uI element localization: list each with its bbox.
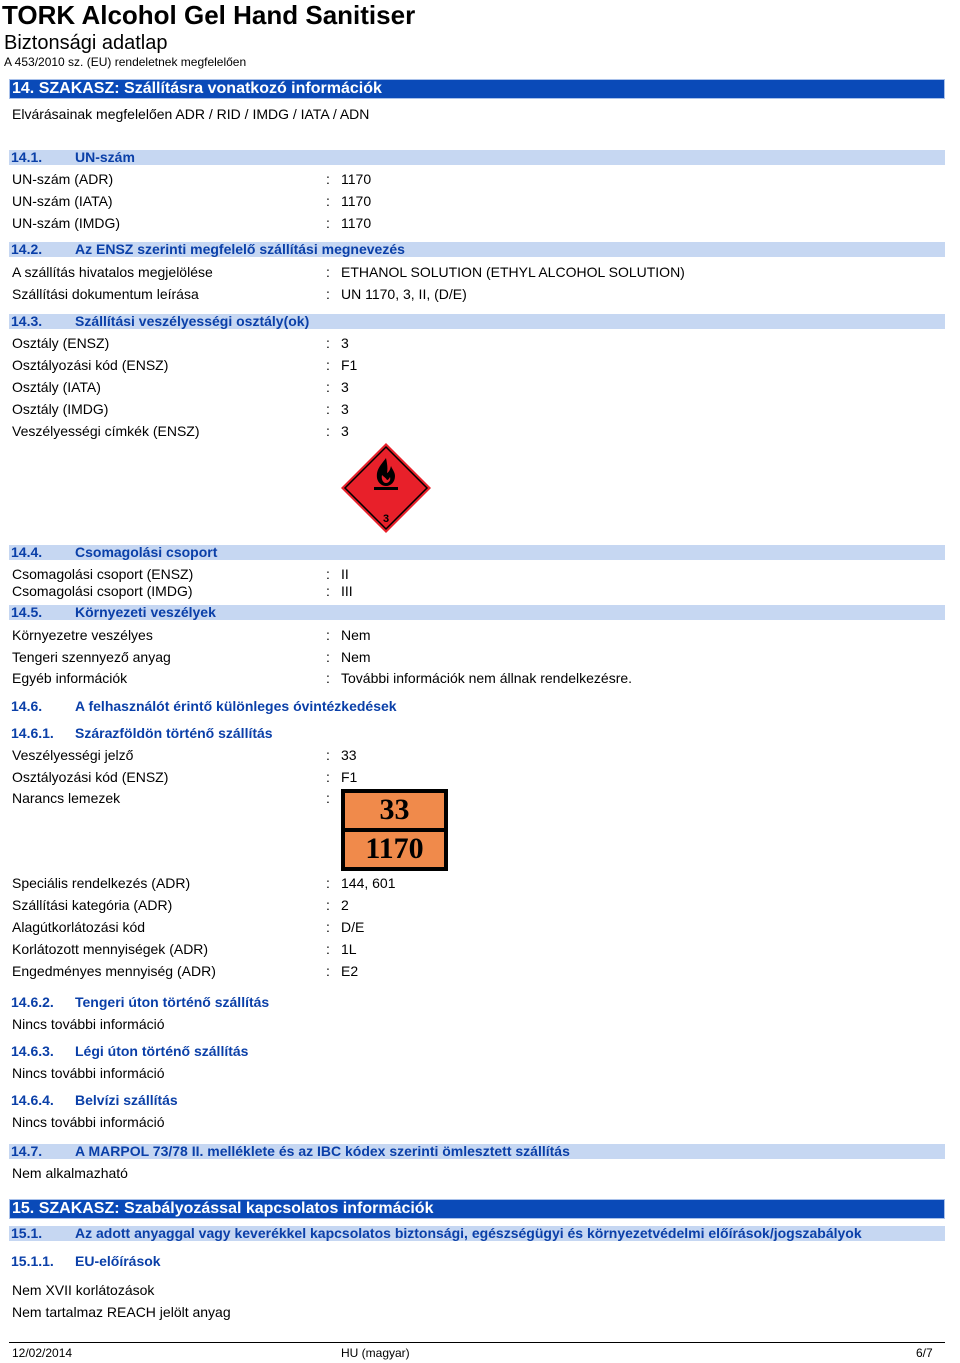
- subsection-number: 15.1.: [11, 1225, 43, 1241]
- document-title: TORK Alcohol Gel Hand Sanitiser: [2, 0, 416, 30]
- subsection-number: 15.1.1.: [11, 1253, 54, 1269]
- row-colon: :: [326, 171, 330, 187]
- info-text: Nincs további információ: [12, 1114, 165, 1130]
- row-value: 33: [341, 747, 357, 763]
- subsection-title: Szállítási veszélyességi osztály(ok): [75, 313, 310, 329]
- row-value: III: [341, 583, 353, 599]
- subsection-number: 14.6.2.: [11, 994, 54, 1010]
- subsection-number: 14.1.: [11, 149, 43, 165]
- row-value: 3: [341, 401, 349, 417]
- row-value: 1170: [341, 171, 372, 187]
- row-colon: :: [326, 649, 330, 665]
- row-colon: :: [326, 627, 330, 643]
- row-label: Engedményes mennyiség (ADR): [12, 963, 216, 979]
- row-label: UN-szám (IMDG): [12, 215, 121, 231]
- section-15-heading: 15. SZAKASZ: Szabályozással kapcsolatos információk: [12, 1200, 434, 1217]
- section-14-intro: Elvárásainak megfelelően ADR / RID / IMDG / IATA / ADN: [12, 106, 370, 122]
- row-label: Egyéb információk: [12, 670, 128, 686]
- info-text: Nem XVII korlátozások: [12, 1282, 155, 1298]
- footer-date: 12/02/2014: [12, 1346, 73, 1360]
- subsection-14-1: [9, 150, 945, 165]
- subsection-number: 14.6.4.: [11, 1092, 54, 1108]
- row-value: 3: [341, 335, 349, 351]
- subsection-14-3: [9, 314, 945, 329]
- footer-page: 6/7: [916, 1346, 933, 1360]
- row-label: Szállítási dokumentum leírása: [12, 286, 199, 302]
- row-colon: :: [326, 379, 330, 395]
- row-value: Nem: [341, 649, 371, 665]
- row-value: 1L: [341, 941, 357, 957]
- subsection-title: Az adott anyaggal vagy keverékkel kapcsolatos biztonsági, egészségügyi és környezetvédelmi előírások/jogszabályok: [75, 1225, 862, 1241]
- row-colon: :: [326, 747, 330, 763]
- footer-divider: [9, 1342, 945, 1343]
- row-colon: :: [326, 401, 330, 417]
- subsection-14-5: [9, 605, 945, 620]
- plate-un-number: 1170: [345, 832, 444, 867]
- row-label: Csomagolási csoport (ENSZ): [12, 566, 194, 582]
- row-colon: :: [326, 193, 330, 209]
- row-value: 2: [341, 897, 349, 913]
- document-subtitle: Biztonsági adatlap: [4, 32, 168, 54]
- row-colon: :: [326, 769, 330, 785]
- row-label: Csomagolási csoport (IMDG): [12, 583, 193, 599]
- subsection-title: EU-előírások: [75, 1253, 161, 1269]
- row-colon: :: [326, 941, 330, 957]
- row-label: UN-szám (ADR): [12, 171, 114, 187]
- subsection-title: A MARPOL 73/78 II. melléklete és az IBC kódex szerinti ömlesztett szállítás: [75, 1143, 570, 1159]
- row-label: UN-szám (IATA): [12, 193, 113, 209]
- row-value: E2: [341, 963, 359, 979]
- subsection-14-4: [9, 545, 945, 560]
- row-colon: :: [326, 963, 330, 979]
- row-colon: :: [326, 875, 330, 891]
- info-text: Nem alkalmazható: [12, 1165, 128, 1181]
- plate-hazard-number: 33: [345, 793, 444, 828]
- hazard-class-number: 3: [382, 513, 390, 525]
- subsection-title: Szárazföldön történő szállítás: [75, 725, 273, 741]
- subsection-title: Az ENSZ szerinti megfelelő szállítási megnevezés: [75, 241, 405, 257]
- subsection-14-2: [9, 242, 945, 257]
- row-colon: :: [326, 215, 330, 231]
- subsection-number: 14.6.3.: [11, 1043, 54, 1059]
- section-15-header: [9, 1199, 945, 1219]
- row-value: 1170: [341, 193, 372, 209]
- row-label: Osztályozási kód (ENSZ): [12, 357, 169, 373]
- subsection-number: 14.6.1.: [11, 725, 54, 741]
- row-label: Alagútkorlátozási kód: [12, 919, 146, 935]
- row-value: Nem: [341, 627, 371, 643]
- row-colon: :: [326, 335, 330, 351]
- orange-plate: [341, 789, 448, 871]
- row-colon: :: [326, 919, 330, 935]
- row-label: Narancs lemezek: [12, 790, 121, 806]
- row-value: II: [341, 566, 349, 582]
- subsection-number: 14.3.: [11, 313, 43, 329]
- row-label: Osztály (IATA): [12, 379, 101, 395]
- subsection-number: 14.7.: [11, 1143, 43, 1159]
- row-colon: :: [326, 286, 330, 302]
- row-value: 1170: [341, 215, 372, 231]
- subsection-title: Légi úton történő szállítás: [75, 1043, 249, 1059]
- row-colon: :: [326, 357, 330, 373]
- row-colon: :: [326, 670, 330, 686]
- flame-hazard-diamond-icon: [340, 442, 432, 534]
- info-text: Nincs további információ: [12, 1065, 165, 1081]
- info-text: Nem tartalmaz REACH jelölt anyag: [12, 1304, 231, 1320]
- subsection-number: 14.4.: [11, 544, 43, 560]
- row-label: A szállítás hivatalos megjelölése: [12, 264, 213, 280]
- subsection-title: Környezeti veszélyek: [75, 604, 216, 620]
- row-label: Veszélyességi jelző: [12, 747, 134, 763]
- row-colon: :: [326, 790, 330, 806]
- row-colon: :: [326, 583, 330, 599]
- row-value: További információk nem állnak rendelkezésre.: [341, 670, 633, 686]
- footer-language: HU (magyar): [341, 1346, 410, 1360]
- row-label: Tengeri szennyező anyag: [12, 649, 171, 665]
- row-label: Környezetre veszélyes: [12, 627, 153, 643]
- row-label: Osztály (IMDG): [12, 401, 109, 417]
- subsection-number: 14.5.: [11, 604, 43, 620]
- section-14-heading: 14. SZAKASZ: Szállításra vonatkozó információk: [12, 80, 382, 97]
- subsection-number: 14.2.: [11, 241, 43, 257]
- subsection-title: Belvízi szállítás: [75, 1092, 178, 1108]
- row-value: 144, 601: [341, 875, 396, 891]
- row-value: ETHANOL SOLUTION (ETHYL ALCOHOL SOLUTION): [341, 264, 685, 280]
- subsection-15-1: [9, 1226, 945, 1241]
- subsection-title: Csomagolási csoport: [75, 544, 218, 560]
- row-label: Veszélyességi címkék (ENSZ): [12, 423, 200, 439]
- regulation-note: A 453/2010 sz. (EU) rendeletnek megfelelően: [4, 55, 247, 69]
- row-colon: :: [326, 423, 330, 439]
- subsection-title: A felhasználót érintő különleges óvintézkedések: [75, 698, 397, 714]
- row-value: F1: [341, 769, 358, 785]
- info-text: Nincs további információ: [12, 1016, 165, 1032]
- section-14-header: [9, 79, 945, 99]
- row-value: 3: [341, 379, 349, 395]
- row-value: UN 1170, 3, II, (D/E): [341, 286, 467, 302]
- row-label: Szállítási kategória (ADR): [12, 897, 173, 913]
- subsection-title: Tengeri úton történő szállítás: [75, 994, 270, 1010]
- row-value: D/E: [341, 919, 365, 935]
- row-label: Osztályozási kód (ENSZ): [12, 769, 169, 785]
- subsection-14-7: [9, 1144, 945, 1159]
- row-colon: :: [326, 897, 330, 913]
- subsection-title: UN-szám: [75, 149, 135, 165]
- row-value: F1: [341, 357, 358, 373]
- row-label: Speciális rendelkezés (ADR): [12, 875, 191, 891]
- row-label: Osztály (ENSZ): [12, 335, 110, 351]
- row-value: 3: [341, 423, 349, 439]
- row-label: Korlátozott mennyiségek (ADR): [12, 941, 209, 957]
- subsection-number: 14.6.: [11, 698, 43, 714]
- row-colon: :: [326, 264, 330, 280]
- row-colon: :: [326, 566, 330, 582]
